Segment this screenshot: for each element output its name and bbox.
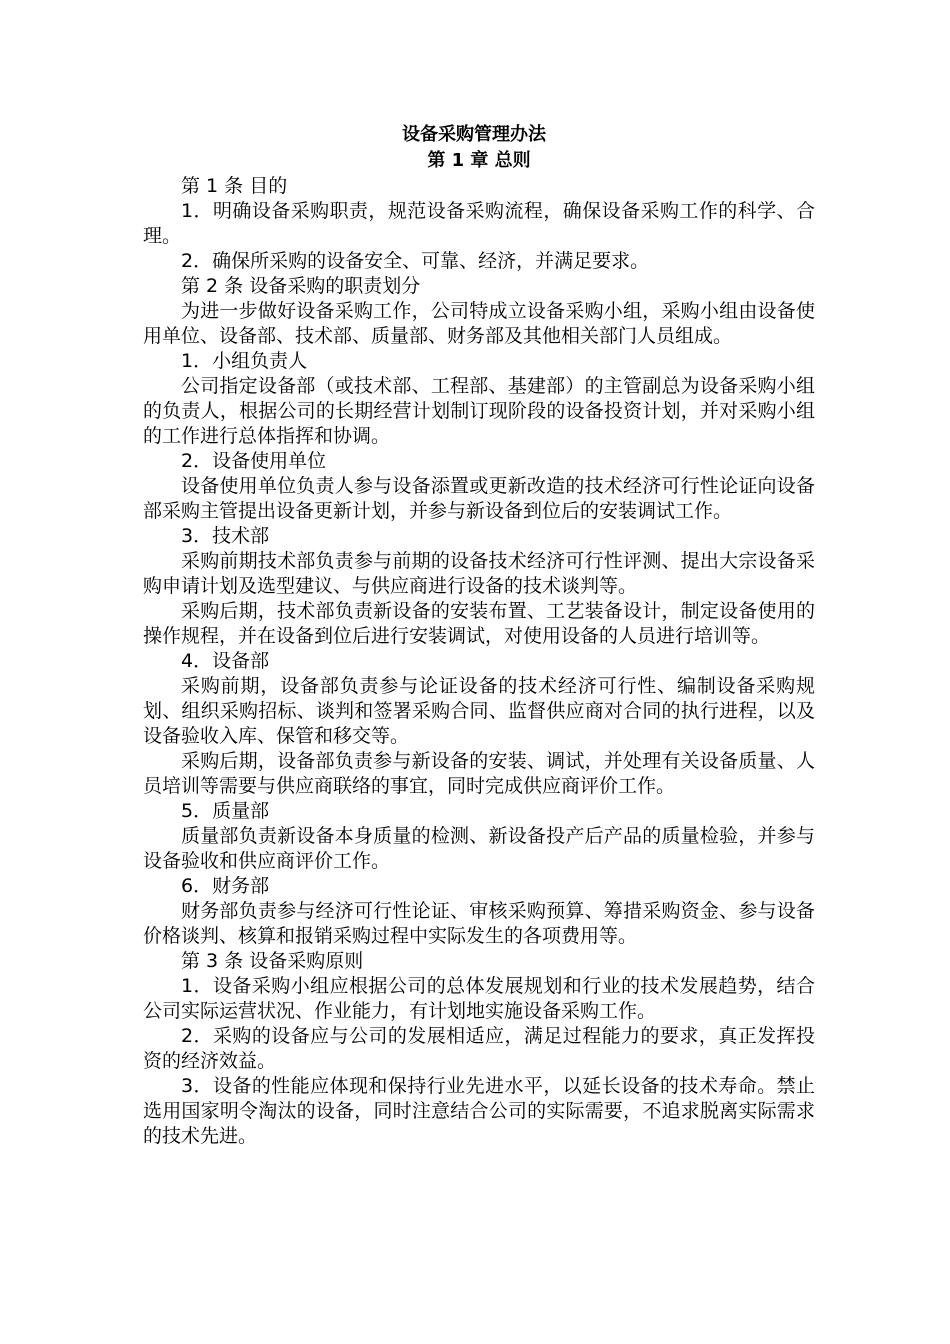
section-heading: 5．质量部 — [181, 800, 270, 822]
paragraph: 2．采购的设备应与公司的发展相适应，满足过程能力的要求，真正发挥投资的经济效益。 — [143, 1025, 815, 1072]
article-heading: 第 2 条 设备采购的职责划分 — [181, 275, 421, 297]
section-heading: 2．设备使用单位 — [181, 450, 327, 472]
paragraph: 设备使用单位负责人参与设备添置或更新改造的技术经济可行性论证向设备部采购主管提出设备更新计划，并参与新设备到位后的安装调试工作。 — [143, 475, 815, 522]
paragraph: 采购前期，设备部负责参与论证设备的技术经济可行性、编制设备采购规划、组织采购招标、谈判和签署采购合同、监督供应商对合同的执行进程，以及设备验收入库、保管和移交等。 — [143, 675, 815, 747]
section-heading: 3．技术部 — [181, 525, 270, 547]
document-page — [143, 122, 815, 1149]
paragraph: 3．设备的性能应体现和保持行业先进水平，以延长设备的技术寿命。禁止选用国家明令淘汰的设备，同时注意结合公司的实际需要，不追求脱离实际需求的技术先进。 — [143, 1075, 815, 1147]
section-heading: 4．设备部 — [181, 650, 270, 672]
paragraph: 公司指定设备部（或技术部、工程部、基建部）的主管副总为设备采购小组的负责人，根据公司的长期经营计划制订现阶段的设备投资计划，并对采购小组的工作进行总体指挥和协调。 — [143, 375, 815, 447]
paragraph: 1．设备采购小组应根据公司的总体发展规划和行业的技术发展趋势，结合公司实际运营状况、作业能力，有计划地实施设备采购工作。 — [143, 975, 815, 1022]
paragraph: 1．明确设备采购职责，规范设备采购流程，确保设备采购工作的科学、合理。 — [143, 200, 815, 247]
paragraph: 为进一步做好设备采购工作，公司特成立设备采购小组，采购小组由设备使用单位、设备部、技术部、质量部、财务部及其他相关部门人员组成。 — [143, 300, 815, 347]
paragraph: 财务部负责参与经济可行性论证、审核采购预算、筹措采购资金、参与设备价格谈判、核算和报销采购过程中实际发生的各项费用等。 — [143, 900, 815, 947]
document-title: 设备采购管理办法 — [402, 124, 546, 145]
article-heading: 第 1 条 目的 — [181, 175, 288, 197]
paragraph: 2．确保所采购的设备安全、可靠、经济，并满足要求。 — [181, 250, 650, 272]
paragraph: 质量部负责新设备本身质量的检测、新设备投产后产品的质量检验，并参与设备验收和供应商评价工作。 — [143, 825, 815, 872]
document-body — [143, 174, 815, 1149]
article-heading: 第 3 条 设备采购原则 — [181, 950, 364, 972]
paragraph: 采购后期，技术部负责新设备的安装布置、工艺装备设计，制定设备使用的操作规程，并在设备到位后进行安装调试，对使用设备的人员进行培训等。 — [143, 600, 815, 647]
section-heading: 1．小组负责人 — [181, 350, 308, 372]
section-heading: 6．财务部 — [181, 875, 270, 897]
chapter-heading: 第 1 章 总则 — [427, 150, 531, 171]
paragraph: 采购前期技术部负责参与前期的设备技术经济可行性评测、提出大宗设备采购申请计划及选型建议、与供应商进行设备的技术谈判等。 — [143, 550, 815, 597]
paragraph: 采购后期，设备部负责参与新设备的安装、调试，并处理有关设备质量、人员培训等需要与供应商联络的事宜，同时完成供应商评价工作。 — [143, 750, 815, 797]
